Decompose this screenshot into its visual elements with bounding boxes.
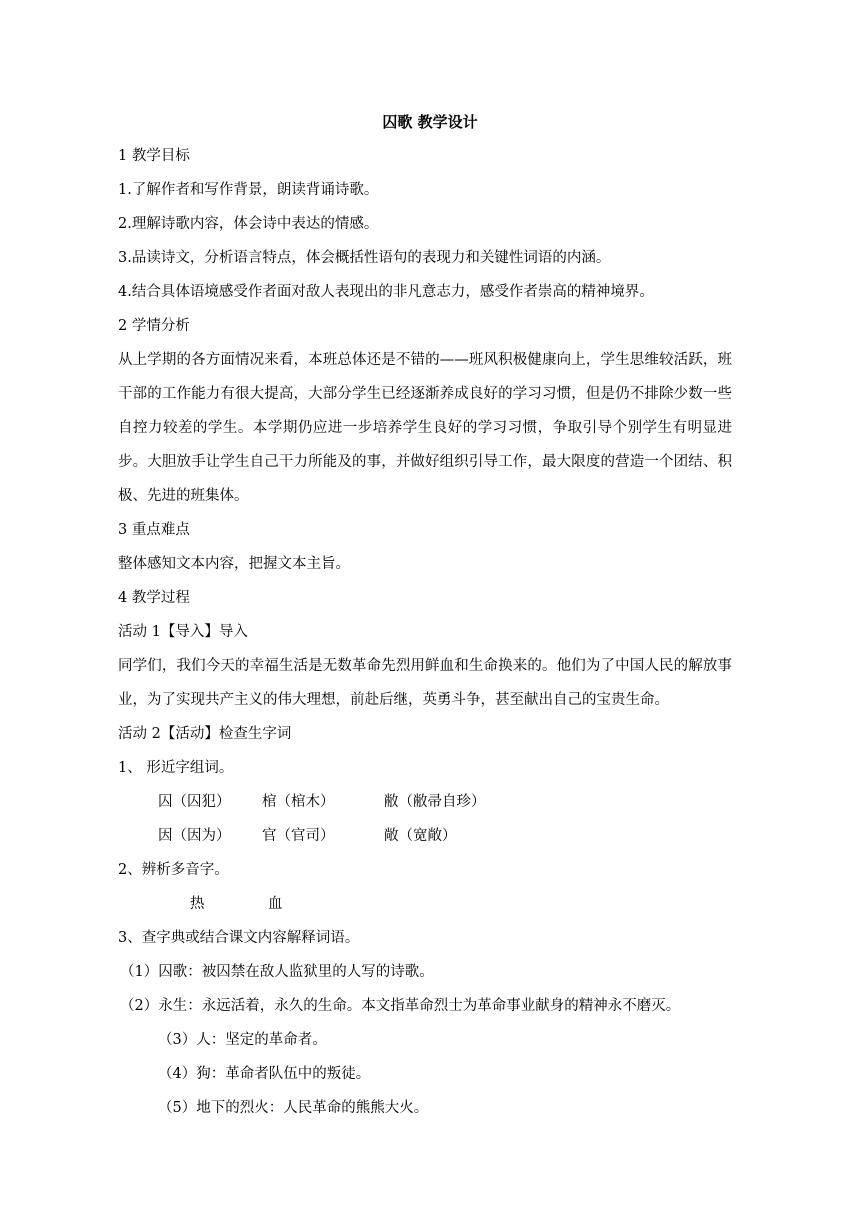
- goal-item-2: 2.理解诗歌内容，体会诗中表达的情感。: [118, 216, 379, 232]
- exercise-item-2: 2、辨析多音字。: [118, 862, 229, 878]
- goal-item-4: 4.结合具体语境感受作者面对敌人表现出的非凡意志力，感受作者崇高的精神境界。: [118, 284, 654, 300]
- document-title: 囚歌 教学设计: [382, 113, 478, 131]
- analysis-paragraph: 从上学期的各方面情况来看，本班总体还是不错的——班风积极健康向上，学生思维较活跃，班干部的工作能力有很大提高，大部分学生已经逐渐养成良好的学习习惯，但是仍不排除少数一些自控力较差的学生。本学期仍应进一步培养学生良好的学习习惯，争取引导个别学生有明显进步。大胆放手让学生自己干力所能及的事，并做好组织引导工作，最大限度的营造一个团结、积极、先进的班集体。: [118, 352, 732, 504]
- definition-5: （5）地下的烈火：人民革命的熊熊大火。: [158, 1100, 429, 1116]
- definition-2: （2）永生：永远活着，永久的生命。本文指革命烈士为革命事业献身的精神永不磨灭。: [120, 998, 681, 1014]
- section-heading-goals: 1 教学目标: [118, 148, 190, 164]
- definition-1: （1）囚歌：被囚禁在敌人监狱里的人写的诗歌。: [120, 964, 434, 980]
- exercise-item-3: 3、查字典或结合课文内容解释词语。: [118, 930, 360, 946]
- definition-3: （3）人：坚定的革命者。: [158, 1032, 327, 1048]
- activity-1-paragraph: 同学们，我们今天的幸福生活是无数革命先烈用鲜血和生命换来的。他们为了中国人民的解放事业，为了实现共产主义的伟大理想，前赴后继，英勇斗争，甚至献出自己的宝贵生命。: [118, 658, 732, 708]
- section-heading-keypoints: 3 重点难点: [118, 522, 190, 538]
- word-pair-cell: 棺（棺木）: [262, 794, 335, 810]
- exercise-item-1: 1、 形近字组词。: [118, 760, 234, 776]
- activity-2-heading: 活动 2【活动】检查生字词: [118, 726, 292, 742]
- word-pair-cell: 敝（敝帚自珍）: [384, 794, 486, 810]
- goal-item-3: 3.品读诗文，分析语言特点，体会概括性语句的表现力和关键性词语的内涵。: [118, 250, 611, 266]
- word-pair-cell: 因（因为）: [158, 828, 231, 844]
- word-pair-cell: 囚（囚犯）: [158, 794, 231, 810]
- activity-1-heading: 活动 1【导入】导入: [118, 624, 248, 640]
- goal-item-1: 1.了解作者和写作背景，朗读背诵诗歌。: [118, 182, 379, 198]
- word-pair-cell: 官（官司）: [262, 828, 335, 844]
- polyphone-char: 血: [268, 896, 283, 912]
- section-heading-process: 4 教学过程: [118, 590, 190, 606]
- word-pair-cell: 敞（宽敞）: [384, 828, 457, 844]
- definition-4: （4）狗：革命者队伍中的叛徒。: [158, 1066, 371, 1082]
- polyphone-char: 热: [190, 896, 205, 912]
- section-heading-analysis: 2 学情分析: [118, 318, 190, 334]
- keypoints-text: 整体感知文本内容，把握文本主旨。: [118, 556, 350, 572]
